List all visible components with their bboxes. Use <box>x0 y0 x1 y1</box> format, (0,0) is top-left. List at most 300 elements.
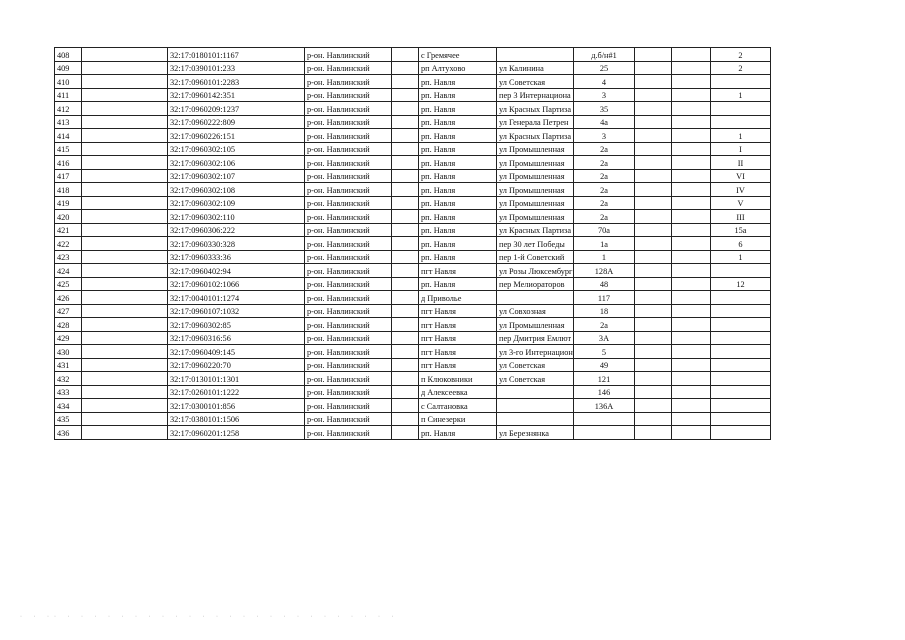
table-cell <box>635 88 672 102</box>
table-cell: 416 <box>55 156 82 170</box>
table-cell: рп. Навля <box>419 196 497 210</box>
table-cell <box>497 48 574 62</box>
table-cell: 128А <box>574 264 635 278</box>
table-cell: 411 <box>55 88 82 102</box>
table-row <box>55 156 771 170</box>
table-cell: 428 <box>55 318 82 332</box>
table-cell: рп. Навля <box>419 156 497 170</box>
table-cell <box>672 318 711 332</box>
table-cell <box>672 426 711 440</box>
table-row <box>55 372 771 386</box>
table-cell <box>82 426 168 440</box>
table-cell <box>82 61 168 75</box>
table-cell: р-он. Навлинский <box>305 156 392 170</box>
table-cell <box>635 223 672 237</box>
table-cell: 117 <box>574 291 635 305</box>
table-row <box>55 412 771 426</box>
table-cell: пгт Навля <box>419 345 497 359</box>
table-row <box>55 426 771 440</box>
table-row <box>55 48 771 62</box>
table-cell <box>635 399 672 413</box>
table-cell <box>672 142 711 156</box>
table-cell: р-он. Навлинский <box>305 237 392 251</box>
table-cell <box>672 156 711 170</box>
table-cell <box>672 304 711 318</box>
table-cell <box>711 426 771 440</box>
table-cell: 32:17:0960209:1237 <box>168 102 305 116</box>
table-cell <box>82 142 168 156</box>
table-cell: 32:17:0960302:110 <box>168 210 305 224</box>
table-cell <box>392 237 419 251</box>
table-cell: р-он. Навлинский <box>305 210 392 224</box>
table-cell <box>392 291 419 305</box>
table-cell: 413 <box>55 115 82 129</box>
table-cell <box>672 291 711 305</box>
table-cell: ул Генерала Петрен <box>497 115 574 129</box>
table-cell: 432 <box>55 372 82 386</box>
table-cell: ул Советская <box>497 75 574 89</box>
table-cell: 424 <box>55 264 82 278</box>
table-cell: р-он. Навлинский <box>305 129 392 143</box>
table-cell: 32:17:0960409:145 <box>168 345 305 359</box>
table-cell <box>672 345 711 359</box>
table-cell: 48 <box>574 277 635 291</box>
table-cell <box>82 345 168 359</box>
table-cell <box>635 169 672 183</box>
table-cell <box>392 196 419 210</box>
table-cell <box>82 129 168 143</box>
table-cell <box>672 129 711 143</box>
table-cell: 427 <box>55 304 82 318</box>
table-cell: р-он. Навлинский <box>305 385 392 399</box>
table-row <box>55 183 771 197</box>
table-cell <box>497 399 574 413</box>
table-cell <box>711 304 771 318</box>
table-cell <box>635 250 672 264</box>
table-cell: 417 <box>55 169 82 183</box>
table-cell: 32:17:0260101:1222 <box>168 385 305 399</box>
table-cell <box>635 304 672 318</box>
table-cell <box>711 399 771 413</box>
table-cell <box>392 169 419 183</box>
table-cell: 422 <box>55 237 82 251</box>
table-cell: 32:17:0960330:328 <box>168 237 305 251</box>
table-cell <box>82 331 168 345</box>
table-cell: 4 <box>574 75 635 89</box>
table-cell: 408 <box>55 48 82 62</box>
table-cell <box>82 291 168 305</box>
table-row <box>55 142 771 156</box>
table-cell: д Приволье <box>419 291 497 305</box>
table-cell <box>635 48 672 62</box>
table-cell: р-он. Навлинский <box>305 183 392 197</box>
table-cell: 1 <box>711 88 771 102</box>
table-cell: 32:17:0960302:107 <box>168 169 305 183</box>
table-cell: 434 <box>55 399 82 413</box>
table-cell <box>82 264 168 278</box>
table-cell: с Гремячее <box>419 48 497 62</box>
table-row <box>55 250 771 264</box>
table-cell: 32:17:0960101:2283 <box>168 75 305 89</box>
table-cell: ул Промышленная <box>497 196 574 210</box>
table-cell <box>392 412 419 426</box>
table-cell: р-он. Навлинский <box>305 223 392 237</box>
table-row <box>55 277 771 291</box>
table-cell: пер 30 лет Победы <box>497 237 574 251</box>
table-row <box>55 385 771 399</box>
table-cell <box>672 48 711 62</box>
table-cell: 121 <box>574 372 635 386</box>
table-cell: р-он. Навлинский <box>305 426 392 440</box>
table-cell <box>672 264 711 278</box>
table-body <box>55 48 771 440</box>
table-cell <box>672 169 711 183</box>
table-cell <box>392 358 419 372</box>
table-row <box>55 169 771 183</box>
table-cell <box>82 385 168 399</box>
table-cell: 32:17:0960201:1258 <box>168 426 305 440</box>
table-row <box>55 129 771 143</box>
table-cell: 410 <box>55 75 82 89</box>
table-cell: IV <box>711 183 771 197</box>
table-cell: 2а <box>574 183 635 197</box>
table-cell: 32:17:0960226:151 <box>168 129 305 143</box>
table-cell <box>82 196 168 210</box>
table-cell: рп. Навля <box>419 142 497 156</box>
table-cell <box>392 304 419 318</box>
table-cell <box>574 412 635 426</box>
table-cell <box>635 385 672 399</box>
table-cell <box>711 345 771 359</box>
table-cell <box>635 102 672 116</box>
table-cell <box>392 223 419 237</box>
table-cell: 2а <box>574 210 635 224</box>
table-cell <box>82 156 168 170</box>
table-cell: 32:17:0130101:1301 <box>168 372 305 386</box>
table-cell: 32:17:0960306:222 <box>168 223 305 237</box>
table-cell: ул Промышленная <box>497 156 574 170</box>
table-cell: 6 <box>711 237 771 251</box>
table-cell: пгт Навля <box>419 358 497 372</box>
table-cell: рп. Навля <box>419 169 497 183</box>
table-row <box>55 331 771 345</box>
table-cell <box>392 88 419 102</box>
table-cell: 32:17:0960402:94 <box>168 264 305 278</box>
table-cell <box>711 385 771 399</box>
table-cell: п Клюковники <box>419 372 497 386</box>
table-cell: 32:17:0960302:109 <box>168 196 305 210</box>
table-cell <box>672 196 711 210</box>
table-cell <box>711 412 771 426</box>
table-cell <box>497 412 574 426</box>
table-cell: 423 <box>55 250 82 264</box>
table-cell <box>82 115 168 129</box>
table-cell <box>82 237 168 251</box>
table-cell: 421 <box>55 223 82 237</box>
table-cell: ул 3-го Интернацион <box>497 345 574 359</box>
table-cell: р-он. Навлинский <box>305 412 392 426</box>
table-cell <box>635 210 672 224</box>
table-cell <box>82 412 168 426</box>
table-cell: ул Промышленная <box>497 210 574 224</box>
table-cell <box>82 183 168 197</box>
table-cell: 32:17:0960142:351 <box>168 88 305 102</box>
table-cell: рп. Навля <box>419 277 497 291</box>
table-cell <box>392 345 419 359</box>
table-cell <box>82 88 168 102</box>
table-cell: пгт Навля <box>419 318 497 332</box>
table-cell: 32:17:0960302:106 <box>168 156 305 170</box>
table-cell: р-он. Навлинский <box>305 169 392 183</box>
table-cell <box>672 61 711 75</box>
table-cell <box>635 129 672 143</box>
table-cell <box>392 318 419 332</box>
table-cell: 49 <box>574 358 635 372</box>
table-cell: VI <box>711 169 771 183</box>
table-cell <box>672 75 711 89</box>
table-cell: ул Розы Люксембург <box>497 264 574 278</box>
table-cell <box>392 426 419 440</box>
table-cell: 418 <box>55 183 82 197</box>
table-cell: 2а <box>574 142 635 156</box>
table-row <box>55 75 771 89</box>
table-cell: 2а <box>574 318 635 332</box>
table-cell: ул Промышленная <box>497 318 574 332</box>
table-cell: 32:17:0960220:70 <box>168 358 305 372</box>
table-cell <box>672 331 711 345</box>
table-cell <box>392 331 419 345</box>
table-cell: 136А <box>574 399 635 413</box>
table-cell: с Салтановка <box>419 399 497 413</box>
table-row <box>55 399 771 413</box>
table-cell: рп. Навля <box>419 237 497 251</box>
table-cell: 35 <box>574 102 635 116</box>
table-cell: ул Красных Партиза <box>497 129 574 143</box>
table-cell: 32:17:0960302:108 <box>168 183 305 197</box>
table-cell: 419 <box>55 196 82 210</box>
table-cell: 3А <box>574 331 635 345</box>
table-cell <box>392 142 419 156</box>
table-cell: 15а <box>711 223 771 237</box>
table-cell <box>635 264 672 278</box>
table-cell: 5 <box>574 345 635 359</box>
table-cell <box>635 372 672 386</box>
table-cell <box>497 385 574 399</box>
table-cell: р-он. Навлинский <box>305 372 392 386</box>
table-cell: 412 <box>55 102 82 116</box>
table-cell: ул Промышленная <box>497 169 574 183</box>
table-cell <box>82 399 168 413</box>
table-cell: 32:17:0180101:1167 <box>168 48 305 62</box>
table-cell <box>635 358 672 372</box>
table-cell: р-он. Навлинский <box>305 196 392 210</box>
table-cell: 146 <box>574 385 635 399</box>
table-cell <box>82 277 168 291</box>
table-cell: 429 <box>55 331 82 345</box>
table-cell <box>82 210 168 224</box>
table-cell: 32:17:0380101:1506 <box>168 412 305 426</box>
table-row <box>55 237 771 251</box>
table-cell: рп. Навля <box>419 115 497 129</box>
table-cell: пгт Навля <box>419 304 497 318</box>
table-cell: 3 <box>574 129 635 143</box>
register-table <box>54 47 771 440</box>
table-cell <box>711 75 771 89</box>
table-row <box>55 196 771 210</box>
table-cell: ул Красных Партиза <box>497 223 574 237</box>
table-cell: 2а <box>574 156 635 170</box>
table-cell: р-он. Навлинский <box>305 142 392 156</box>
table-cell <box>392 129 419 143</box>
table-row <box>55 61 771 75</box>
table-cell <box>672 115 711 129</box>
table-cell: р-он. Навлинский <box>305 115 392 129</box>
table-cell <box>392 385 419 399</box>
table-cell: р-он. Навлинский <box>305 304 392 318</box>
table-row <box>55 291 771 305</box>
table-cell: р-он. Навлинский <box>305 331 392 345</box>
table-cell: пгт Навля <box>419 331 497 345</box>
table-cell <box>392 210 419 224</box>
table-row <box>55 210 771 224</box>
table-cell <box>635 115 672 129</box>
table-cell <box>635 237 672 251</box>
table-cell: пгт Навля <box>419 264 497 278</box>
table-cell: рп. Навля <box>419 88 497 102</box>
table-cell: рп. Навля <box>419 75 497 89</box>
table-cell <box>392 115 419 129</box>
table-cell: рп. Навля <box>419 223 497 237</box>
table-cell <box>82 223 168 237</box>
table-cell <box>635 75 672 89</box>
table-cell: 420 <box>55 210 82 224</box>
table-cell: 433 <box>55 385 82 399</box>
table-cell: ул Совхозная <box>497 304 574 318</box>
table-cell <box>392 264 419 278</box>
table-cell: 1 <box>711 129 771 143</box>
table-cell: р-он. Навлинский <box>305 88 392 102</box>
table-cell: 32:17:0960102:1066 <box>168 277 305 291</box>
table-cell: пер Мелиораторов <box>497 277 574 291</box>
table-cell: 431 <box>55 358 82 372</box>
table-cell <box>672 183 711 197</box>
table-cell <box>82 250 168 264</box>
table-cell: 32:17:0960222:809 <box>168 115 305 129</box>
table-cell <box>497 291 574 305</box>
table-cell: ул Калинина <box>497 61 574 75</box>
table-cell <box>392 183 419 197</box>
table-cell: р-он. Навлинский <box>305 291 392 305</box>
table-cell: р-он. Навлинский <box>305 318 392 332</box>
table-cell <box>392 277 419 291</box>
table-cell: пер Дмитрия Емлют <box>497 331 574 345</box>
table-cell <box>672 223 711 237</box>
table-cell <box>711 372 771 386</box>
table-cell: р-он. Навлинский <box>305 48 392 62</box>
table-cell: 32:17:0960302:105 <box>168 142 305 156</box>
table-cell: 436 <box>55 426 82 440</box>
table-cell: р-он. Навлинский <box>305 399 392 413</box>
table-cell <box>635 142 672 156</box>
table-cell: II <box>711 156 771 170</box>
table-cell <box>635 345 672 359</box>
table-cell: 32:17:0040101:1274 <box>168 291 305 305</box>
table-cell <box>392 75 419 89</box>
table-cell: р-он. Навлинский <box>305 61 392 75</box>
table-cell: ул Березнянка <box>497 426 574 440</box>
table-cell <box>672 250 711 264</box>
table-cell <box>672 102 711 116</box>
table-cell <box>82 48 168 62</box>
table-cell: V <box>711 196 771 210</box>
table-cell: 3 <box>574 88 635 102</box>
table-cell <box>392 48 419 62</box>
table-cell: 32:17:0390101:233 <box>168 61 305 75</box>
table-cell <box>82 169 168 183</box>
table-cell <box>392 399 419 413</box>
table-cell <box>672 237 711 251</box>
table-cell <box>672 358 711 372</box>
table-cell: 2 <box>711 61 771 75</box>
table-cell <box>392 156 419 170</box>
table-cell: пер 3 Интернациона <box>497 88 574 102</box>
table-cell <box>711 331 771 345</box>
table-cell: 426 <box>55 291 82 305</box>
table-cell: р-он. Навлинский <box>305 345 392 359</box>
table-cell <box>392 372 419 386</box>
table-cell <box>635 318 672 332</box>
table-cell <box>82 358 168 372</box>
table-cell: 32:17:0960302:85 <box>168 318 305 332</box>
table-cell <box>672 277 711 291</box>
table-cell <box>635 426 672 440</box>
table-row <box>55 318 771 332</box>
table-cell <box>672 399 711 413</box>
table-cell: III <box>711 210 771 224</box>
table-cell <box>392 250 419 264</box>
table-cell: ул Промышленная <box>497 142 574 156</box>
table-cell <box>711 358 771 372</box>
table-cell: 1а <box>574 237 635 251</box>
table-cell: ул Красных Партиза <box>497 102 574 116</box>
table-cell <box>672 372 711 386</box>
table-cell: пер 1-й Советский <box>497 250 574 264</box>
table-cell <box>711 115 771 129</box>
table-row <box>55 345 771 359</box>
table-cell: п Синезерки <box>419 412 497 426</box>
table-cell: р-он. Навлинский <box>305 250 392 264</box>
table-cell <box>672 88 711 102</box>
scan-noise: · · ·· · · · · · · · · · · · · · · · · · · · · · · · · · <box>20 614 399 620</box>
table-cell: 2а <box>574 196 635 210</box>
table-row <box>55 304 771 318</box>
table-cell: р-он. Навлинский <box>305 75 392 89</box>
table-cell <box>82 75 168 89</box>
table-cell: д Алексеевка <box>419 385 497 399</box>
table-cell: рп Алтухово <box>419 61 497 75</box>
table-cell <box>672 412 711 426</box>
table-row <box>55 264 771 278</box>
table-cell: 409 <box>55 61 82 75</box>
table-row <box>55 102 771 116</box>
table-cell: рп. Навля <box>419 210 497 224</box>
table-cell <box>82 372 168 386</box>
table-cell <box>574 426 635 440</box>
table-cell <box>711 102 771 116</box>
table-cell <box>635 412 672 426</box>
table-cell: 18 <box>574 304 635 318</box>
table-cell: 32:17:0960333:36 <box>168 250 305 264</box>
